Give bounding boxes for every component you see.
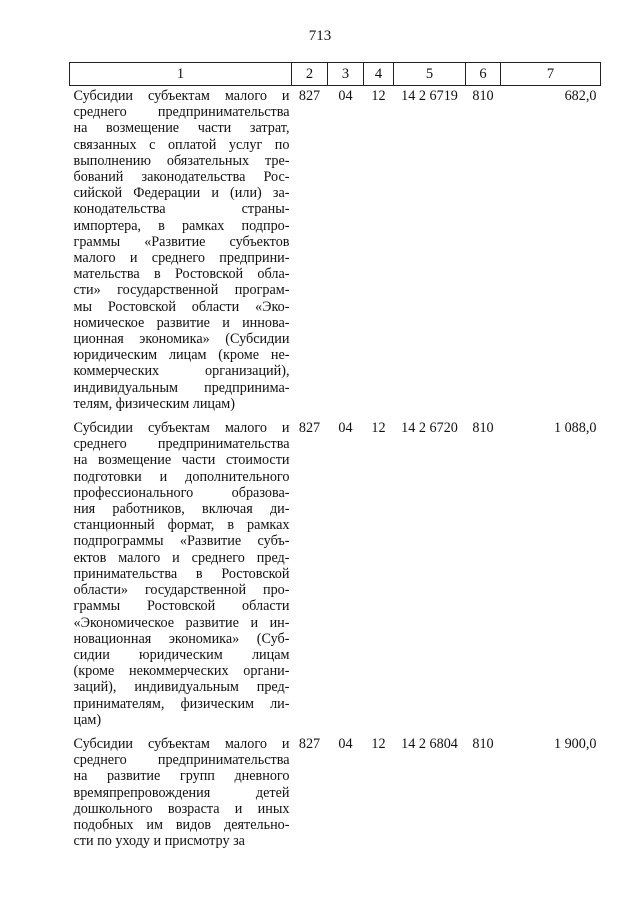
description-line: граммы «Развитие субъектов [73,233,290,250]
row-amount: 1 900,0 [553,735,597,752]
description-line: ния работников, включая ди- [73,501,290,518]
row-section-code: 04 [338,420,353,437]
row-amount: 682,0 [564,88,597,104]
row-target-article: 14 2 6720 [401,420,458,437]
description-line: граммы Ростовской области [73,598,290,615]
table-header-row [70,63,601,86]
description-line: среднего предпринимательства [73,752,290,769]
table-row [70,732,601,853]
row-subsection-code: 12 [371,88,386,104]
table-row [70,416,601,732]
description-line: подобных им видов деятельно- [73,816,290,833]
description-line: среднего предпринимательства [73,436,290,453]
table-row [70,86,601,417]
description-line: сти по уходу и присмотру за [73,833,245,850]
description-line: бований законодательства Рос- [73,169,290,186]
description-line: сидии юридическим лицам [73,646,290,663]
row-subsection-code: 12 [371,735,386,752]
row-description [70,732,292,853]
header-col-7: 7 [501,63,601,86]
row-section-code: 04 [338,735,353,752]
description-line: связанных с оплатой услуг по [73,136,290,153]
description-line: заций), индивидуальным пред- [73,679,290,696]
description-line: станционный формат, в рамках [73,517,290,534]
description-line: времяпрепровождения детей [73,784,290,801]
description-line: малого и среднего предприни- [73,250,290,267]
row-expense-type: 810 [472,88,494,104]
description-line: Субсидии субъектам малого и [73,735,290,752]
description-line: профессионального образова- [73,484,290,501]
description-line: новационная экономика» (Суб- [73,630,290,647]
description-line: принимательства в Ростовской [73,565,290,582]
row-ministry-code: 827 [298,88,321,104]
row-expense-type: 810 [472,735,494,752]
header-col-4: 4 [364,63,394,86]
description-line: подготовки и дополнительного [73,468,290,485]
description-line: принимателям, физическим ли- [73,695,290,712]
header-col-6: 6 [466,63,501,86]
description-line: «Экономическое развитие и ин- [73,614,290,631]
description-line: индивидуальным предпринима- [73,379,290,396]
row-ministry-code: 827 [298,420,321,437]
description-line: дошкольного возраста и иных [73,800,290,817]
description-line: импортера, в рамках подпро- [73,217,290,234]
description-line: ционная экономика» (Субсидии [73,331,290,348]
description-line: сти» государственной програм- [73,282,290,299]
description-line: телям, физическим лицам) [73,395,236,412]
row-ministry-code: 827 [298,735,321,752]
table-body [70,86,601,854]
description-line: области» государственной про- [73,582,290,599]
description-line: на возмещение части затрат, [73,120,290,137]
description-line: мы Ростовской области «Эко- [73,298,290,315]
header-col-2: 2 [292,63,328,86]
row-section-code: 04 [338,88,353,104]
row-target-article: 14 2 6719 [401,88,458,104]
description-line: Субсидии субъектам малого и [73,420,290,437]
description-line: юридическим лицам (кроме не- [73,347,290,364]
description-line: Субсидии субъектам малого и [73,88,290,104]
row-description [70,416,292,732]
page-number: 713 [308,28,332,44]
budget-table [69,62,601,853]
row-amount: 1 088,0 [553,420,597,437]
row-subsection-code: 12 [371,420,386,437]
row-description [70,86,292,417]
description-line: выполнению обязательных тре- [73,152,290,169]
header-col-1: 1 [70,63,292,86]
header-col-5: 5 [394,63,466,86]
description-line: среднего предпринимательства [73,104,290,121]
header-col-3: 3 [328,63,364,86]
row-expense-type: 810 [472,420,494,437]
description-line: сийской Федерации и (или) за- [73,185,290,202]
description-line: на развитие групп дневного [73,768,290,785]
description-line: конодательства страны- [73,201,290,218]
row-target-article: 14 2 6804 [401,735,458,752]
description-line: ектов малого и среднего пред- [73,549,290,566]
description-line: цам) [73,711,102,728]
description-line: на возмещение части стоимости [73,452,290,469]
description-line: подпрограммы «Развитие субъ- [73,533,290,550]
description-line: номическое развитие и иннова- [73,314,290,331]
description-line: мательства в Ростовской обла- [73,266,290,283]
description-line: (кроме некоммерческих органи- [73,663,290,680]
description-line: коммерческих организаций), [73,363,290,380]
